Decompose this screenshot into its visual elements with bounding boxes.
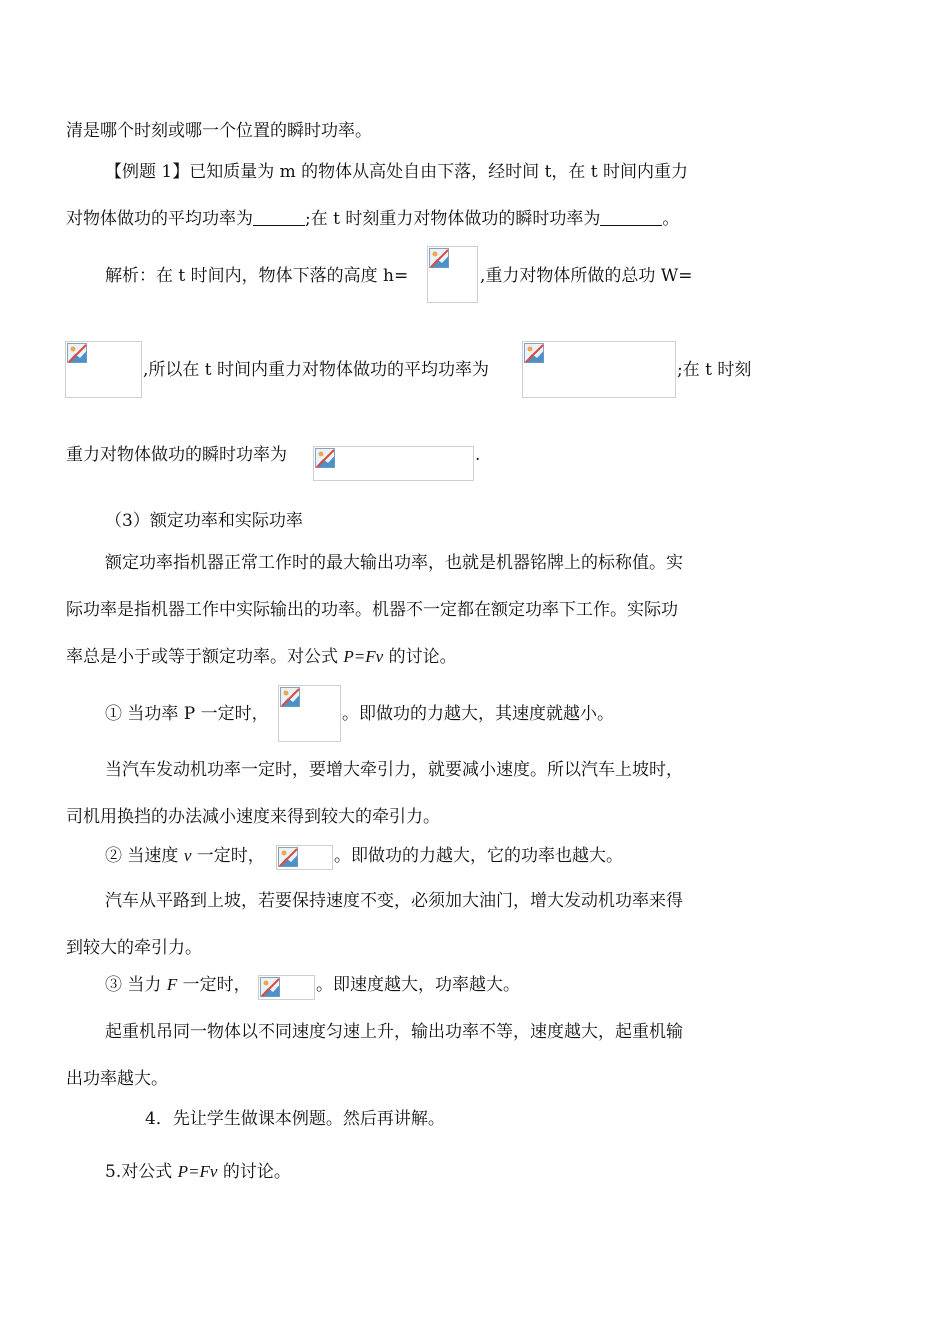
- text-line: 清是哪个时刻或哪一个位置的瞬时功率。: [66, 121, 372, 141]
- section-heading: （3）额定功率和实际功率: [105, 511, 303, 531]
- paragraph-line: 起重机吊同一物体以不同速度匀速上升，输出功率不等，速度越大，起重机输: [105, 1022, 683, 1042]
- example-line: [105, 160, 688, 184]
- paragraph-line: 当汽车发动机功率一定时，要增大牵引力，就要减小速度。所以汽车上坡时，: [105, 760, 683, 780]
- formula-image-case3: [258, 975, 315, 1000]
- answer-blank-1: [253, 209, 305, 226]
- solution-line-d: ;在 t 时刻: [677, 360, 752, 380]
- solution-line-b: ,重力对物体所做的总功 W=: [480, 266, 693, 286]
- paragraph-line: 出功率越大。: [66, 1069, 168, 1089]
- case-3-line-a: ③ 当力 F 一定时，: [105, 975, 251, 995]
- case-3-line-b: 。即速度越大，功率越大。: [316, 975, 520, 995]
- broken-image-icon: [280, 687, 300, 707]
- solution-line-c: ,所以在 t 时间内重力对物体做功的平均功率为: [143, 360, 490, 380]
- answer-blank-2: [600, 209, 662, 226]
- step-5: 5.对公式 P=Fv 的讨论。: [105, 1162, 291, 1182]
- formula-image-inst-power: [313, 446, 474, 481]
- step-4: 4．先让学生做课本例题。然后再讲解。: [145, 1109, 445, 1129]
- solution-line-f: .: [475, 445, 481, 465]
- formula-image-w: [65, 341, 142, 398]
- broken-image-icon: [429, 248, 449, 268]
- formula-image-avg-power: [522, 341, 676, 398]
- case-2-line-b: 。即做功的力越大，它的功率也越大。: [334, 846, 623, 866]
- case-1-line-a: ① 当功率 P 一定时，: [105, 704, 269, 724]
- broken-image-icon: [67, 343, 87, 363]
- broken-image-icon: [524, 343, 544, 363]
- case-1-line-b: 。即做功的力越大，其速度就越小。: [342, 704, 614, 724]
- formula-image-h: [427, 246, 478, 303]
- formula-text: P=Fv: [343, 647, 384, 666]
- solution-line-a: 解析：在 t 时间内，物体下落的高度 h=: [105, 266, 409, 286]
- example-question-line: 对物体做功的平均功率为 ;在 t 时刻重力对物体做功的瞬时功率为 。: [66, 209, 680, 229]
- paragraph-line: 到较大的牵引力。: [66, 938, 202, 958]
- broken-image-icon: [315, 448, 335, 468]
- formula-image-case1: [278, 685, 341, 742]
- paragraph-line: 汽车从平路到上坡，若要保持速度不变，必须加大油门，增大发动机功率来得: [105, 891, 683, 911]
- broken-image-icon: [278, 847, 298, 867]
- paragraph-line: 额定功率指机器正常工作时的最大输出功率，也就是机器铭牌上的标称值。实: [105, 553, 683, 573]
- example-label: 【例题 1】: [105, 162, 190, 182]
- case-2-line-a: ② 当速度 v 一定时，: [105, 846, 265, 866]
- solution-line-e: 重力对物体做功的瞬时功率为: [66, 445, 287, 465]
- formula-image-case2: [276, 845, 333, 870]
- paragraph-line: 司机用换挡的办法减小速度来得到较大的牵引力。: [66, 807, 440, 827]
- broken-image-icon: [260, 977, 280, 997]
- formula-text: P=Fv: [177, 1162, 218, 1181]
- paragraph-line: 率总是小于或等于额定功率。对公式 P=Fv 的讨论。: [66, 647, 457, 667]
- paragraph-line: 际功率是指机器工作中实际输出的功率。机器不一定都在额定功率下工作。实际功: [66, 600, 678, 620]
- example-text: 已知质量为 m 的物体从高处自由下落，经时间 t，在 t 时间内重力: [189, 162, 689, 182]
